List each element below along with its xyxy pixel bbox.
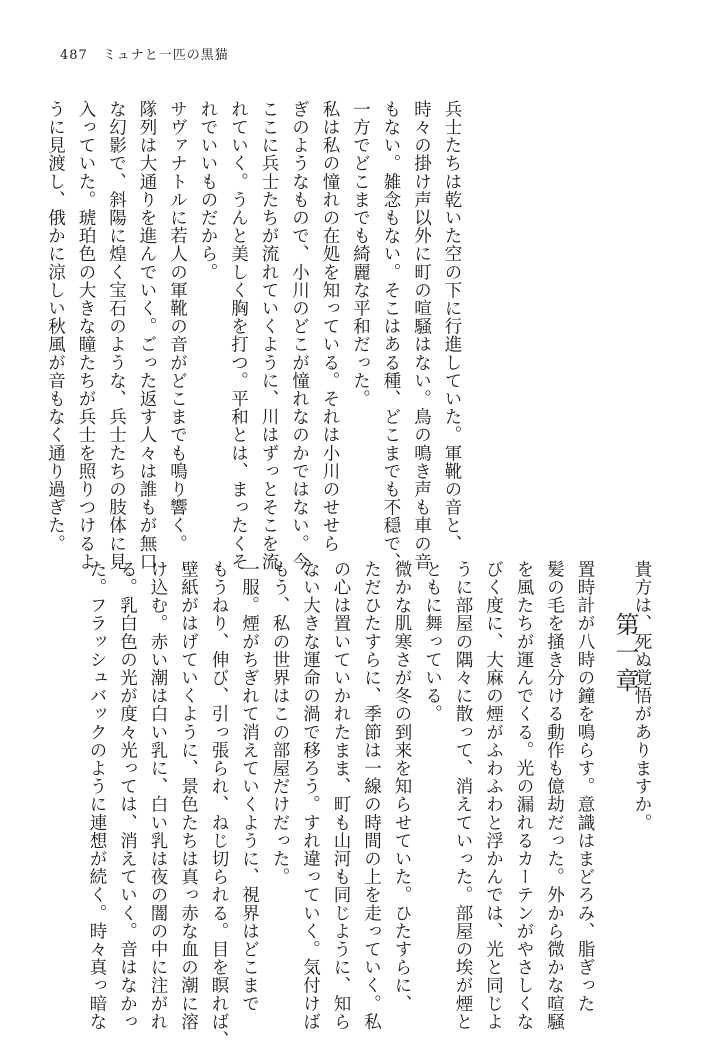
- text-line: ない大きな運命の渦で移ろう。すれ違っていく。気付けば: [300, 560, 321, 1031]
- text-line: ただひたすらに、季節は一線の時間の上を走っていく。私: [361, 560, 382, 1031]
- text-line: の心は置いていかれたまま、町も山河も同じように、知ら: [331, 560, 351, 1031]
- text-line: サヴァナトルに若人の軍靴の音がどこまでも鳴り響く。: [167, 100, 188, 553]
- running-header: [60, 44, 229, 63]
- text-line: ぎのようなもので、小川のどこが憧れなのかではない。今、: [289, 100, 310, 589]
- chapter-title: 第一章: [611, 612, 639, 696]
- text-line: もう、私の世界はこの部屋だけだった。: [270, 560, 290, 886]
- text-line: 一服。煙がちぎれて消えていくように、視界はどこまで: [239, 560, 260, 1013]
- text-line: 壁紙がはげていくように、景色たちは真っ赤な血の潮に溶: [178, 560, 199, 1031]
- text-line: れていく。うんと美しく胸を打つ。平和とは、まったくそ: [228, 100, 249, 571]
- running-title: ミュナと一匹の黒猫: [102, 48, 229, 63]
- text-line: うに部屋の隅々に散って、消えていった。部屋の埃が煙と: [453, 560, 473, 1031]
- text-line: を風たちが運んでくる。光の漏れるカーテンがやさしくな: [514, 560, 534, 1031]
- text-line: 微かな肌寒さが冬の到来を知らせていた。ひたすらに、: [392, 560, 412, 1013]
- text-line: 時々の掛け声以外に町の喧騒はない。鳥の鳴き声も車の音: [411, 100, 432, 571]
- text-line: びく度に、大麻の煙がふわふわと浮かんでは、光と同じよ: [483, 560, 504, 1031]
- text-line: もうねり、伸び、引っ張られ、ねじ切られる。目を瞑れば、: [209, 560, 229, 1049]
- top-text-block: [45, 100, 467, 589]
- text-line: うに見渡し、俄かに涼しい秋風が音もなく通り過ぎた。: [45, 100, 66, 553]
- text-line: ともに舞っている。: [422, 560, 443, 723]
- text-line: け込む。赤い潮は白い乳に、白い乳は夜の闇の中に注がれ: [148, 560, 168, 1031]
- text-line: もない。雑念もない。そこはある種、どこまでも不穏で、: [381, 100, 401, 571]
- text-line: ここに兵士たちが流れていくように、川はずっとそこを流: [259, 100, 279, 571]
- text-line: 隊列は大通りを進んでいく。ごった返す人々は誰もが無口: [137, 100, 157, 571]
- text-line: れでいいものだから。: [198, 100, 218, 281]
- text-line: る。乳白色の光が度々光っては、消えていく。音はなかっ: [117, 560, 138, 1031]
- epigraph: 貴方は、死ぬ覚悟がありますか。: [632, 560, 652, 832]
- text-line: た。フラッシュバックのように連想が続く。時々真っ暗な: [87, 560, 107, 1031]
- text-line: 入っていた。琥珀色の大きな瞳たちが兵士を照りつけるよ: [76, 100, 96, 571]
- text-line: 髪の毛を掻き分ける動作も億劫だった。外から微かな喧騒: [544, 560, 565, 1031]
- text-line: 兵士たちは乾いた空の下に行進していた。軍靴の音と、: [442, 100, 462, 553]
- text-line: 一方でどこまでも綺麗な平和だった。: [350, 100, 371, 408]
- text-line: 置時計が八時の鐘を鳴らす。意識はまどろみ、脂ぎった: [575, 560, 595, 1013]
- page-number: 487: [60, 48, 88, 63]
- text-line: 私は私の憧れの在処を知っている。それは小川のせせら: [320, 100, 340, 553]
- bottom-text-block: [85, 560, 600, 1049]
- text-line: な幻影で、斜陽に煌く宝石のような、兵士たちの肢体に見: [106, 100, 127, 571]
